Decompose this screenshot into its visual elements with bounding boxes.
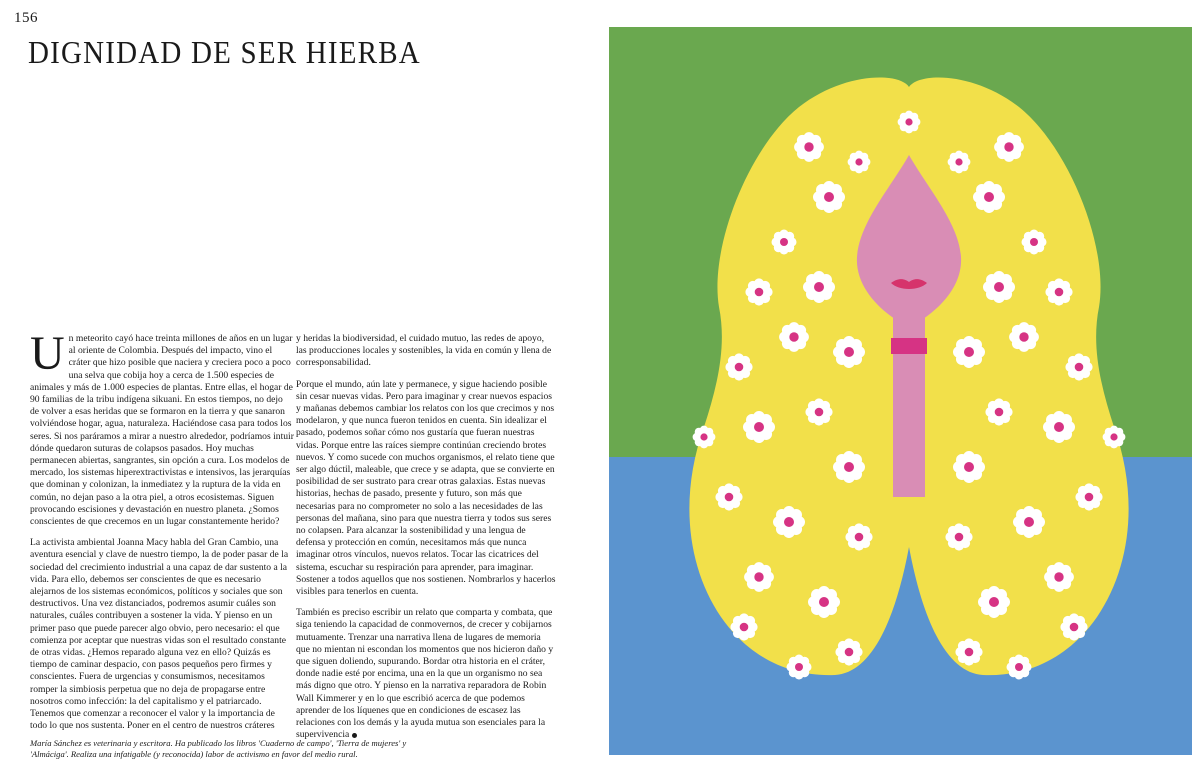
daisy-center bbox=[994, 282, 1004, 292]
daisy-flower bbox=[1022, 230, 1047, 255]
paragraph-text: También es preciso escribir un relato que comparta y combata, que siga teniendo la capacidad de conmovernos, de crecer y cobijarnos mutuamente. Trenzar una narrativa llena de lugares de memoria que no mientan ni escondan los momentos que nos hicieron daño y que siguen doliendo, supurando. Bordar otra historia en el cráter, donde nadie esté por encima, una en la que un organismo no sea más digno que otro. Y pienso en la narrativa reparadora de Robin Wall Kimmerer y en lo que escribió acerca de que podemos aprender de los líquenes que en condiciones de escasez las relaciones con los demás y la ayuda mutua son esenciales para la supervivencia bbox=[296, 607, 554, 741]
daisy-center bbox=[754, 422, 764, 432]
daisy-center bbox=[1055, 288, 1064, 297]
daisy-flower bbox=[973, 181, 1005, 213]
right-page bbox=[600, 0, 1200, 783]
daisy-flower bbox=[1013, 506, 1045, 538]
page-number: 156 bbox=[14, 10, 38, 26]
daisy-flower bbox=[772, 230, 797, 255]
daisy-center bbox=[844, 347, 854, 357]
daisy-center bbox=[789, 332, 798, 341]
paragraph-text: n meteorito cayó hace treinta millones de años en un lugar al oriente de Colombia. Después del impacto, vino el cráter que hizo posible que naciera y creciera poco a poco una selva que cobija hoy a cerca de 1.500 especies de animales y más de 1.000 especies de plantas. Entre ellas, el hogar de 90 familias de la tribu indígena sikuani. En estos tiempos, no dejo de volver a esas heridas que se formaron en la tierra y que sanaron volviéndose hogar, agua, naturaleza. Haciéndose casa para todos los seres. Si nos paráramos a mirar a nuestro alrededor, podríamos intuir dónde quedaron suturas de colapsos pasados. Hoy muchas permanecen abiertas, sangrantes, sin opción a cura. Los modelos de mercado, los sistemas hiperextractivistas e intensivos, las jerarquías que dominan y colonizan, la inmediatez y la ruptura de la vida en común, no dejan paso a la otra piel, a otros ecosistemas. Siguen provocando escisiones y devastación en nuestro planeta. ¿Somos conscientes de que crecemos en un lugar constantemente herido? bbox=[30, 333, 294, 528]
daisy-center bbox=[964, 347, 974, 357]
daisy-flower bbox=[773, 506, 805, 538]
text-column-2 bbox=[296, 333, 556, 751]
daisy-center bbox=[824, 192, 834, 202]
daisy-flower bbox=[808, 586, 840, 618]
daisy-flower bbox=[994, 132, 1024, 162]
daisy-center bbox=[984, 192, 994, 202]
daisy-center bbox=[1015, 663, 1023, 671]
paragraph: Porque el mundo, aún late y permanece, y sigue haciendo posible sin cesar nuevas vidas. Pero para imaginar y crear nuevos espacios y mañanas debemos cambiar los relatos con los que crecimos y nos modelaron, y que nunca fueron tenidos en cuenta. Sin idealizar el pasado, podemos soñar cómo nos gustaría que fueran nuestras vidas. Porque entre las raíces siempre continúan creciendo brotes nuevos. Y como sucede con muchos organismos, el relato tiene que ser algo dúctil, maleable, que crece y se adapta, que se convierte en posibilidad de ser sustrato para crear otras galaxias. Estas nuevas historias, hechas de pasado, presente y futuro, son más que necesarias para no comprometer no solo a las necesidades de las personas del mañana, sino para que nuestra tierra y todos sus seres no colapsen. Para alcanzar la sostenibilidad y una lengua de defensa y protección en común, necesitamos más que nunca imaginar otros vínculos, nuevos relatos. Tocar las cicatrices del sistema, escuchar su respiración para aprender, para imaginar. Sostener a todos aquellos que nos sostienen. Nombrarlos y hacerlos visibles para tenerlos en cuenta. bbox=[296, 378, 556, 598]
daisy-flower bbox=[978, 586, 1010, 618]
daisy-flower bbox=[1103, 426, 1126, 449]
paragraph bbox=[296, 607, 556, 741]
daisy-flower bbox=[983, 271, 1015, 303]
daisy-flower bbox=[848, 151, 871, 174]
daisy-flower bbox=[745, 278, 772, 305]
daisy-center bbox=[1054, 572, 1063, 581]
drop-cap: U bbox=[30, 327, 65, 380]
daisy-flower bbox=[715, 483, 742, 510]
daisy-center bbox=[735, 363, 744, 372]
paragraph bbox=[30, 327, 294, 528]
daisy-flower bbox=[955, 638, 982, 665]
daisy-flower bbox=[1075, 483, 1102, 510]
daisy-center bbox=[755, 288, 764, 297]
daisy-flower bbox=[953, 451, 985, 483]
daisy-center bbox=[989, 597, 999, 607]
daisy-center bbox=[905, 118, 912, 125]
daisy-flower bbox=[693, 426, 716, 449]
paragraph: La activista ambiental Joanna Macy habla del Gran Cambio, una aventura esencial y clave de nuestro tiempo, la de poder pasar de la sociedad del crecimiento industrial a una capaz de dar sustento a la vida. Para ello, debemos ser conscientes de que es necesario alejarnos de los sistemas económicos, políticos y sociales que son destructivos. Una vez distanciados, podremos asumir cuáles son naturales, cuáles contribuyen a sostener la vida. Y pienso en un primer paso que puede parecer algo obvio, pero necesario: el que comienza por aceptar que nuestras vidas son el resultado constante de otras vidas. ¿Hemos reparado alguna vez en ello? Quizás es tiempo de caminar despacio, con pasos pequeños pero firmes y conscientes. Fuera de urgencias y consumismos, necesitamos romper la simbiosis perpetua que no deja de propagarse entre nosotros como infección: la del capitalismo y el patriarcado. Tenemos que comenzar a reconocer el valor y la importancia de todo lo que nos sustenta. Poner en el centro de nuestros cráteres bbox=[30, 537, 289, 732]
daisy-center bbox=[795, 663, 803, 671]
author-bio: María Sánchez es veterinaria y escritora. Ha publicado los libros 'Cuaderno de campo', 'Tierra de mujeres' y 'Almáciga'. Realiza una infatigable (y reconocida) labor de activismo en favor del medio rural. bbox=[30, 738, 407, 759]
daisy-flower bbox=[833, 451, 865, 483]
daisy-center bbox=[965, 648, 974, 657]
daisy-flower bbox=[787, 655, 812, 680]
daisy-center bbox=[1075, 363, 1084, 372]
daisy-flower bbox=[1060, 613, 1087, 640]
daisy-center bbox=[804, 142, 813, 151]
daisy-center bbox=[1070, 623, 1079, 632]
illustration bbox=[609, 27, 1192, 755]
daisy-center bbox=[754, 572, 763, 581]
daisy-flower bbox=[805, 398, 832, 425]
daisy-flower bbox=[948, 151, 971, 174]
daisy-center bbox=[855, 158, 862, 165]
daisy-center bbox=[700, 433, 707, 440]
daisy-flower bbox=[835, 638, 862, 665]
daisy-flower bbox=[1007, 655, 1032, 680]
paragraph: y heridas la biodiversidad, el cuidado mutuo, las redes de apoyo, las producciones locales y sostenibles, la vida en común y llena de corresponsabilidad. bbox=[296, 333, 552, 369]
daisy-flower bbox=[1009, 322, 1039, 352]
daisy-flower bbox=[725, 353, 752, 380]
daisy-flower bbox=[803, 271, 835, 303]
daisy-flower bbox=[743, 411, 775, 443]
daisy-center bbox=[845, 648, 854, 657]
daisy-center bbox=[780, 238, 788, 246]
daisy-center bbox=[1054, 422, 1064, 432]
daisy-flower bbox=[833, 336, 865, 368]
daisy-center bbox=[1024, 517, 1034, 527]
daisy-center bbox=[964, 462, 974, 472]
daisy-center bbox=[1085, 493, 1094, 502]
daisy-center bbox=[814, 282, 824, 292]
daisy-center bbox=[1110, 433, 1117, 440]
daisy-flower bbox=[845, 523, 872, 550]
daisy-flower bbox=[945, 523, 972, 550]
daisy-flower bbox=[813, 181, 845, 213]
daisy-flower bbox=[794, 132, 824, 162]
text-column-1 bbox=[30, 327, 294, 742]
daisy-center bbox=[955, 533, 964, 542]
daisy-center bbox=[725, 493, 734, 502]
daisy-center bbox=[844, 462, 854, 472]
daisy-flower bbox=[1043, 411, 1075, 443]
illustration-collar bbox=[891, 338, 927, 354]
daisy-center bbox=[819, 597, 829, 607]
daisy-center bbox=[1004, 142, 1013, 151]
daisy-center bbox=[995, 408, 1004, 417]
daisy-center bbox=[784, 517, 794, 527]
daisy-flower bbox=[953, 336, 985, 368]
daisy-flower bbox=[985, 398, 1012, 425]
daisy-flower bbox=[779, 322, 809, 352]
daisy-center bbox=[855, 533, 864, 542]
end-mark-icon bbox=[352, 733, 357, 738]
daisy-flower bbox=[1044, 562, 1074, 592]
daisy-flower bbox=[744, 562, 774, 592]
daisy-center bbox=[1019, 332, 1028, 341]
article-title: DIGNIDAD DE SER HIERBA bbox=[28, 36, 421, 71]
illustration-neck bbox=[893, 307, 925, 497]
daisy-flower bbox=[1065, 353, 1092, 380]
daisy-center bbox=[1030, 238, 1038, 246]
daisy-center bbox=[815, 408, 824, 417]
daisy-flower bbox=[1045, 278, 1072, 305]
daisy-center bbox=[740, 623, 749, 632]
daisy-flower bbox=[730, 613, 757, 640]
daisy-center bbox=[955, 158, 962, 165]
daisy-flower bbox=[898, 111, 921, 134]
